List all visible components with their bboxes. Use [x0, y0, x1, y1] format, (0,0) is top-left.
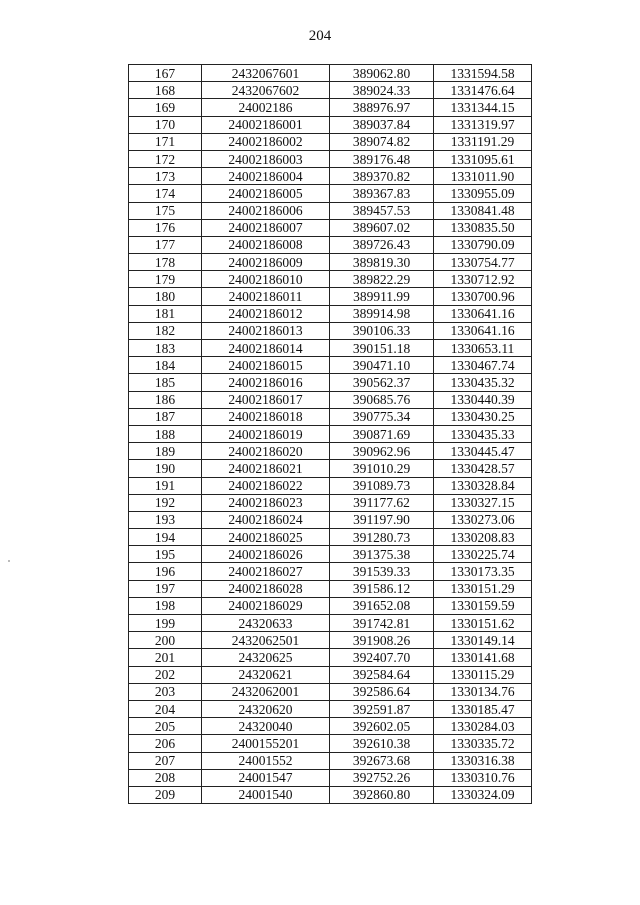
point-number-cell: 184 — [129, 357, 202, 374]
table-row — [129, 65, 532, 82]
x-coordinate-cell: 392584.64 — [330, 666, 434, 683]
x-coordinate-cell: 389822.29 — [330, 271, 434, 288]
table-row — [129, 683, 532, 700]
x-coordinate-cell: 391652.08 — [330, 597, 434, 614]
point-number-cell: 205 — [129, 718, 202, 735]
point-id-cell: 24002186001 — [202, 116, 330, 133]
point-number-cell: 198 — [129, 597, 202, 614]
x-coordinate-cell: 391586.12 — [330, 580, 434, 597]
x-coordinate-cell: 389074.82 — [330, 133, 434, 150]
point-id-cell: 2432067602 — [202, 82, 330, 99]
y-coordinate-cell: 1330435.33 — [434, 425, 532, 442]
y-coordinate-cell: 1330641.16 — [434, 305, 532, 322]
point-id-cell: 24002186029 — [202, 597, 330, 614]
point-id-cell: 24002186017 — [202, 391, 330, 408]
x-coordinate-cell: 392752.26 — [330, 769, 434, 786]
table-row — [129, 700, 532, 717]
point-number-cell: 197 — [129, 580, 202, 597]
x-coordinate-cell: 390871.69 — [330, 425, 434, 442]
y-coordinate-cell: 1330324.09 — [434, 786, 532, 803]
point-id-cell: 24320621 — [202, 666, 330, 683]
point-number-cell: 181 — [129, 305, 202, 322]
y-coordinate-cell: 1331095.61 — [434, 150, 532, 167]
x-coordinate-cell: 392673.68 — [330, 752, 434, 769]
y-coordinate-cell: 1330151.62 — [434, 615, 532, 632]
point-number-cell: 169 — [129, 99, 202, 116]
point-id-cell: 24320040 — [202, 718, 330, 735]
x-coordinate-cell: 390685.76 — [330, 391, 434, 408]
y-coordinate-cell: 1330641.16 — [434, 322, 532, 339]
x-coordinate-cell: 389176.48 — [330, 150, 434, 167]
x-coordinate-cell: 389037.84 — [330, 116, 434, 133]
point-id-cell: 2432062001 — [202, 683, 330, 700]
table-row — [129, 494, 532, 511]
table-row — [129, 236, 532, 253]
x-coordinate-cell: 390471.10 — [330, 357, 434, 374]
x-coordinate-cell: 389819.30 — [330, 254, 434, 271]
table-row — [129, 615, 532, 632]
y-coordinate-cell: 1330328.84 — [434, 477, 532, 494]
table-row — [129, 546, 532, 563]
y-coordinate-cell: 1330225.74 — [434, 546, 532, 563]
table-row — [129, 477, 532, 494]
point-id-cell: 24002186024 — [202, 511, 330, 528]
point-id-cell: 24320633 — [202, 615, 330, 632]
x-coordinate-cell: 391177.62 — [330, 494, 434, 511]
table-row — [129, 649, 532, 666]
point-number-cell: 189 — [129, 443, 202, 460]
point-number-cell: 167 — [129, 65, 202, 82]
point-number-cell: 190 — [129, 460, 202, 477]
point-number-cell: 172 — [129, 150, 202, 167]
y-coordinate-cell: 1331594.58 — [434, 65, 532, 82]
table-row — [129, 322, 532, 339]
x-coordinate-cell: 391742.81 — [330, 615, 434, 632]
table-row — [129, 99, 532, 116]
table-row — [129, 786, 532, 803]
table-row — [129, 443, 532, 460]
y-coordinate-cell: 1330428.57 — [434, 460, 532, 477]
point-number-cell: 174 — [129, 185, 202, 202]
table-row — [129, 185, 532, 202]
point-number-cell: 196 — [129, 563, 202, 580]
y-coordinate-cell: 1331011.90 — [434, 168, 532, 185]
point-id-cell: 24002186023 — [202, 494, 330, 511]
point-number-cell: 183 — [129, 340, 202, 357]
point-id-cell: 24002186028 — [202, 580, 330, 597]
x-coordinate-cell: 389607.02 — [330, 219, 434, 236]
table-row — [129, 735, 532, 752]
table-row — [129, 340, 532, 357]
point-id-cell: 24002186005 — [202, 185, 330, 202]
point-number-cell: 170 — [129, 116, 202, 133]
table-row — [129, 391, 532, 408]
y-coordinate-cell: 1330151.29 — [434, 580, 532, 597]
x-coordinate-cell: 388976.97 — [330, 99, 434, 116]
y-coordinate-cell: 1330435.32 — [434, 374, 532, 391]
table-body — [129, 65, 532, 804]
point-id-cell: 24001547 — [202, 769, 330, 786]
point-number-cell: 171 — [129, 133, 202, 150]
point-id-cell: 24002186002 — [202, 133, 330, 150]
table-row — [129, 288, 532, 305]
y-coordinate-cell: 1330754.77 — [434, 254, 532, 271]
table-row — [129, 254, 532, 271]
y-coordinate-cell: 1330310.76 — [434, 769, 532, 786]
point-number-cell: 199 — [129, 615, 202, 632]
y-coordinate-cell: 1330700.96 — [434, 288, 532, 305]
point-number-cell: 191 — [129, 477, 202, 494]
point-id-cell: 24002186003 — [202, 150, 330, 167]
y-coordinate-cell: 1330115.29 — [434, 666, 532, 683]
table-row — [129, 425, 532, 442]
y-coordinate-cell: 1330208.83 — [434, 529, 532, 546]
y-coordinate-cell: 1330955.09 — [434, 185, 532, 202]
point-number-cell: 194 — [129, 529, 202, 546]
x-coordinate-cell: 391197.90 — [330, 511, 434, 528]
table-row — [129, 718, 532, 735]
x-coordinate-cell: 390106.33 — [330, 322, 434, 339]
table-row — [129, 408, 532, 425]
x-coordinate-cell: 391908.26 — [330, 632, 434, 649]
y-coordinate-cell: 1330141.68 — [434, 649, 532, 666]
point-id-cell: 24002186012 — [202, 305, 330, 322]
table-row — [129, 580, 532, 597]
y-coordinate-cell: 1330841.48 — [434, 202, 532, 219]
table-row — [129, 116, 532, 133]
table-row — [129, 563, 532, 580]
y-coordinate-cell: 1330149.14 — [434, 632, 532, 649]
point-id-cell: 24002186004 — [202, 168, 330, 185]
x-coordinate-cell: 389367.83 — [330, 185, 434, 202]
point-number-cell: 201 — [129, 649, 202, 666]
point-id-cell: 24002186025 — [202, 529, 330, 546]
x-coordinate-cell: 390151.18 — [330, 340, 434, 357]
x-coordinate-cell: 390962.96 — [330, 443, 434, 460]
x-coordinate-cell: 389370.82 — [330, 168, 434, 185]
y-coordinate-cell: 1330185.47 — [434, 700, 532, 717]
point-number-cell: 182 — [129, 322, 202, 339]
y-coordinate-cell: 1330335.72 — [434, 735, 532, 752]
point-number-cell: 177 — [129, 236, 202, 253]
y-coordinate-cell: 1330430.25 — [434, 408, 532, 425]
y-coordinate-cell: 1330316.38 — [434, 752, 532, 769]
point-id-cell: 24001540 — [202, 786, 330, 803]
y-coordinate-cell: 1330440.39 — [434, 391, 532, 408]
y-coordinate-cell: 1330653.11 — [434, 340, 532, 357]
table-row — [129, 597, 532, 614]
point-id-cell: 24002186009 — [202, 254, 330, 271]
point-number-cell: 207 — [129, 752, 202, 769]
y-coordinate-cell: 1330134.76 — [434, 683, 532, 700]
point-number-cell: 203 — [129, 683, 202, 700]
x-coordinate-cell: 391539.33 — [330, 563, 434, 580]
point-id-cell: 24002186022 — [202, 477, 330, 494]
y-coordinate-cell: 1330173.35 — [434, 563, 532, 580]
table-row — [129, 168, 532, 185]
point-id-cell: 24002186026 — [202, 546, 330, 563]
table-row — [129, 460, 532, 477]
y-coordinate-cell: 1331319.97 — [434, 116, 532, 133]
x-coordinate-cell: 392586.64 — [330, 683, 434, 700]
table-row — [129, 82, 532, 99]
x-coordinate-cell: 391280.73 — [330, 529, 434, 546]
page-number: 204 — [308, 28, 332, 44]
point-id-cell: 24002186016 — [202, 374, 330, 391]
coordinate-table — [128, 64, 532, 804]
point-number-cell: 178 — [129, 254, 202, 271]
y-coordinate-cell: 1330159.59 — [434, 597, 532, 614]
point-id-cell: 2432062501 — [202, 632, 330, 649]
point-number-cell: 179 — [129, 271, 202, 288]
table-row — [129, 511, 532, 528]
point-id-cell: 2432067601 — [202, 65, 330, 82]
y-coordinate-cell: 1330835.50 — [434, 219, 532, 236]
point-id-cell: 24002186008 — [202, 236, 330, 253]
x-coordinate-cell: 391010.29 — [330, 460, 434, 477]
point-id-cell: 24002186 — [202, 99, 330, 116]
point-id-cell: 24002186014 — [202, 340, 330, 357]
x-coordinate-cell: 391089.73 — [330, 477, 434, 494]
y-coordinate-cell: 1331344.15 — [434, 99, 532, 116]
table-row — [129, 305, 532, 322]
x-coordinate-cell: 392610.38 — [330, 735, 434, 752]
point-number-cell: 175 — [129, 202, 202, 219]
point-id-cell: 24002186019 — [202, 425, 330, 442]
point-id-cell: 24320625 — [202, 649, 330, 666]
table-row — [129, 357, 532, 374]
point-id-cell: 24002186006 — [202, 202, 330, 219]
table-row — [129, 632, 532, 649]
point-number-cell: 202 — [129, 666, 202, 683]
y-coordinate-cell: 1331191.29 — [434, 133, 532, 150]
point-id-cell: 24002186011 — [202, 288, 330, 305]
table-row — [129, 529, 532, 546]
x-coordinate-cell: 392602.05 — [330, 718, 434, 735]
point-id-cell: 24002186021 — [202, 460, 330, 477]
point-number-cell: 200 — [129, 632, 202, 649]
table-row — [129, 133, 532, 150]
point-id-cell: 24002186010 — [202, 271, 330, 288]
point-number-cell: 208 — [129, 769, 202, 786]
y-coordinate-cell: 1330284.03 — [434, 718, 532, 735]
point-id-cell: 24002186007 — [202, 219, 330, 236]
point-id-cell: 24320620 — [202, 700, 330, 717]
table-row — [129, 769, 532, 786]
point-number-cell: 187 — [129, 408, 202, 425]
point-number-cell: 204 — [129, 700, 202, 717]
point-id-cell: 24002186018 — [202, 408, 330, 425]
point-number-cell: 206 — [129, 735, 202, 752]
point-number-cell: 193 — [129, 511, 202, 528]
y-coordinate-cell: 1330790.09 — [434, 236, 532, 253]
x-coordinate-cell: 389062.80 — [330, 65, 434, 82]
table-row — [129, 202, 532, 219]
x-coordinate-cell: 389911.99 — [330, 288, 434, 305]
x-coordinate-cell: 391375.38 — [330, 546, 434, 563]
y-coordinate-cell: 1330273.06 — [434, 511, 532, 528]
x-coordinate-cell: 389457.53 — [330, 202, 434, 219]
point-number-cell: 195 — [129, 546, 202, 563]
table-row — [129, 271, 532, 288]
x-coordinate-cell: 392407.70 — [330, 649, 434, 666]
y-coordinate-cell: 1330327.15 — [434, 494, 532, 511]
table-row — [129, 374, 532, 391]
x-coordinate-cell: 392860.80 — [330, 786, 434, 803]
point-id-cell: 2400155201 — [202, 735, 330, 752]
x-coordinate-cell: 390775.34 — [330, 408, 434, 425]
y-coordinate-cell: 1331476.64 — [434, 82, 532, 99]
point-number-cell: 185 — [129, 374, 202, 391]
point-number-cell: 188 — [129, 425, 202, 442]
x-coordinate-cell: 389024.33 — [330, 82, 434, 99]
y-coordinate-cell: 1330467.74 — [434, 357, 532, 374]
point-number-cell: 168 — [129, 82, 202, 99]
point-number-cell: 173 — [129, 168, 202, 185]
point-number-cell: 209 — [129, 786, 202, 803]
table-row — [129, 752, 532, 769]
point-number-cell: 176 — [129, 219, 202, 236]
point-number-cell: 186 — [129, 391, 202, 408]
point-id-cell: 24002186027 — [202, 563, 330, 580]
x-coordinate-cell: 389726.43 — [330, 236, 434, 253]
table-row — [129, 666, 532, 683]
point-id-cell: 24002186020 — [202, 443, 330, 460]
point-number-cell: 192 — [129, 494, 202, 511]
point-number-cell: 180 — [129, 288, 202, 305]
point-id-cell: 24002186013 — [202, 322, 330, 339]
table-row — [129, 219, 532, 236]
scan-speck — [8, 560, 10, 562]
x-coordinate-cell: 392591.87 — [330, 700, 434, 717]
x-coordinate-cell: 389914.98 — [330, 305, 434, 322]
point-id-cell: 24001552 — [202, 752, 330, 769]
x-coordinate-cell: 390562.37 — [330, 374, 434, 391]
y-coordinate-cell: 1330445.47 — [434, 443, 532, 460]
y-coordinate-cell: 1330712.92 — [434, 271, 532, 288]
point-id-cell: 24002186015 — [202, 357, 330, 374]
table-row — [129, 150, 532, 167]
